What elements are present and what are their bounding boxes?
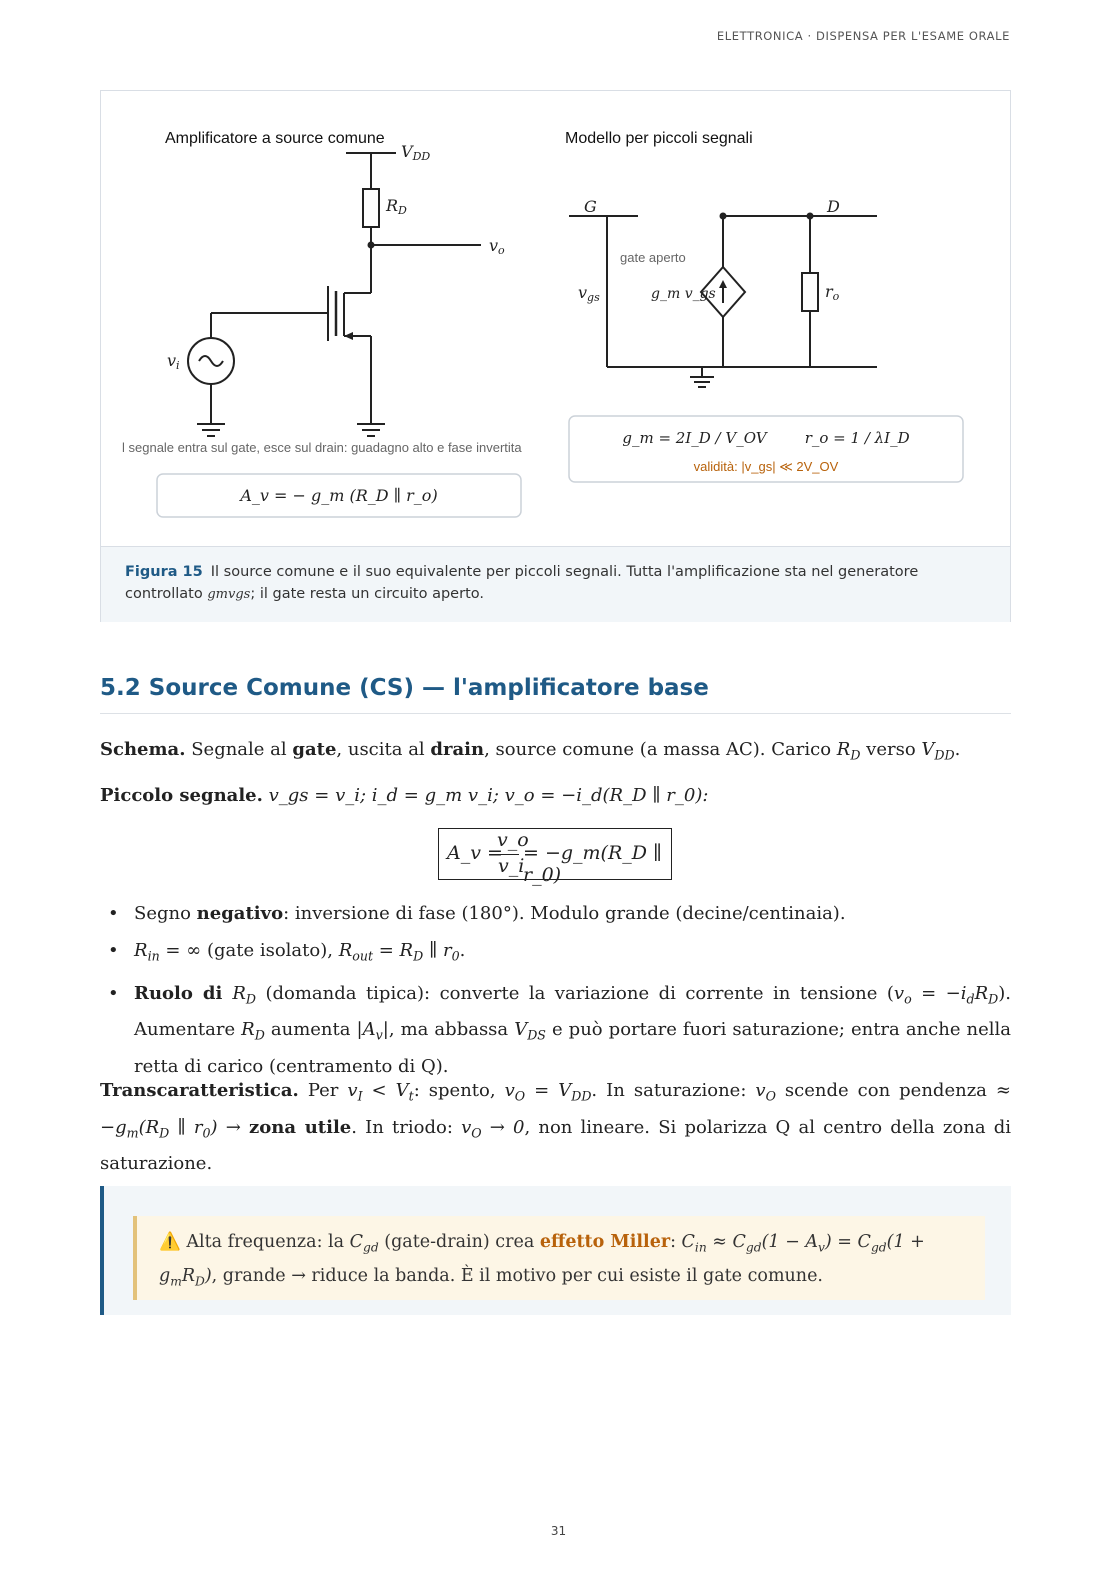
b3-t4: , ma abbassa bbox=[388, 1019, 515, 1041]
vdd-sub: DD bbox=[412, 150, 431, 163]
transc-t7: , non lineare. Si polarizza Q al centro della zona di saturazione. bbox=[100, 1116, 1011, 1175]
schema-t1: Segnale al bbox=[185, 739, 293, 760]
current-arrow-icon bbox=[719, 280, 727, 288]
list-item: • Ruolo di $R_D$ (domanda tipica): converte la variazione di corrente in tensione $(v_o = -i_dR_D)$. Aumentare $R_D$ aumenta $|A_v|$, ma abbassa $V_{DS}$ e può portare fuori saturazione; entra anche nella retta di carico (centramento di Q). bbox=[100, 978, 1011, 1082]
b3-t1: (domanda tipica): converte la variazione di corrente in tensione ( bbox=[256, 982, 894, 1004]
gain-den: v_i bbox=[498, 855, 525, 877]
gate-open-label: gate aperto bbox=[620, 250, 686, 265]
page-number: 31 bbox=[550, 1524, 567, 1538]
transc-t5: → bbox=[217, 1116, 250, 1138]
gm-vgs-label: g_m v_gs bbox=[651, 286, 716, 302]
note-t2: (gate-drain) crea bbox=[378, 1232, 540, 1252]
note-t1: Alta frequenza: la bbox=[180, 1232, 350, 1252]
ro-sub: o bbox=[832, 290, 840, 303]
b3-t5: e può portare fuori saturazione; entra anche nella retta di carico (centramento di Q). bbox=[134, 1019, 1011, 1077]
vi-sub: i bbox=[176, 359, 180, 372]
figure-caption bbox=[101, 546, 1010, 622]
transc-t6: . In triodo: bbox=[351, 1116, 462, 1138]
list-item bbox=[100, 898, 1011, 929]
piccolo-text: v_gs = v_i; i_d = g_m v_i; v_o = −i_d(R_D ∥ r_0): bbox=[262, 785, 709, 806]
schema-t4: verso bbox=[860, 739, 922, 760]
list-item: • $R_{in}$ = ∞ (gate isolato), $R_{out} = R_D$ ∥ $r_0$. bbox=[100, 935, 1011, 972]
transcaratteristica-paragraph: Transcaratteristica. Per $v_I < V_t$: spento, $v_O = V_{DD}$. In saturazione: $v_O$ scende con pendenza ≈ $-g_m(R_D$ ∥ $r_0$) → zona utile. In triodo: $v_O \to 0$, non lineare. Si polarizza Q al centro della zona di saturazione. bbox=[100, 1080, 1012, 1175]
transc-t2: : spento, bbox=[413, 1080, 505, 1101]
schema-t2: , uscita al bbox=[336, 739, 431, 760]
piccolo-lead: Piccolo segnale. bbox=[100, 785, 263, 806]
schema-paragraph: Schema. Segnale al gate, uscita al drain, source comune (a massa AC). Carico $R_D$ verso $V_{DD}$. bbox=[100, 739, 961, 763]
vdd-label: V bbox=[401, 142, 413, 161]
b1-bold: negativo bbox=[196, 903, 284, 924]
transc-t1: Per bbox=[298, 1080, 348, 1101]
schema-t5: . bbox=[954, 739, 961, 760]
callout-box bbox=[100, 1186, 1011, 1315]
transc-bold: zona utile bbox=[249, 1116, 352, 1138]
source-arrow bbox=[344, 332, 353, 340]
schema-b2: drain bbox=[430, 739, 485, 760]
transc-t4: scende con pendenza ≈ bbox=[775, 1080, 1012, 1101]
left-title: Amplificatore a source comune bbox=[165, 130, 385, 147]
gain-lhs: A_v = bbox=[447, 842, 503, 864]
b3-t3: aumenta bbox=[264, 1019, 357, 1041]
b1-t2: : inversione di fase (180°). Modulo grande (decine/centinaia). bbox=[283, 903, 846, 924]
left-formula: A_v = − g_m (R_D ∥ r_o) bbox=[240, 486, 438, 505]
vo-label: v bbox=[489, 236, 499, 255]
ro-resistor bbox=[802, 273, 818, 311]
caption-math: gmvgs bbox=[207, 587, 251, 602]
ro-label: r bbox=[825, 282, 833, 301]
svg-text:vi bbox=[167, 351, 180, 372]
svg-text:ro bbox=[825, 282, 840, 303]
svg-text:vo bbox=[489, 236, 505, 257]
schema-t3: , source comune (a massa AC). Carico bbox=[484, 739, 837, 760]
svg-text:VDD bbox=[401, 142, 430, 163]
bullet-list bbox=[100, 898, 1011, 1088]
b2-t: (gate isolato), bbox=[201, 940, 339, 961]
caption-label: Figura 15 bbox=[125, 564, 203, 580]
transc-t3: . In saturazione: bbox=[591, 1080, 756, 1101]
node-a bbox=[720, 213, 727, 220]
svg-text:vgs bbox=[578, 283, 600, 304]
warning-icon: ⚠️ bbox=[159, 1232, 181, 1252]
gain-rhs: = −g_m(R_D ∥ r_0) bbox=[523, 842, 662, 886]
note-highlight: effetto Miller bbox=[539, 1232, 671, 1252]
running-header: ELETTRONICA · DISPENSA PER L'ESAME ORALE bbox=[716, 29, 1010, 43]
circuit-diagram bbox=[101, 91, 1012, 546]
small-signal-model bbox=[569, 216, 877, 387]
b3-t2: ). Aumentare bbox=[134, 982, 1011, 1041]
g-label: G bbox=[584, 197, 597, 216]
rd-label: R bbox=[386, 196, 399, 215]
vi-label: v bbox=[167, 351, 177, 370]
vgs-label: v bbox=[578, 283, 588, 302]
note-t3: : bbox=[670, 1232, 682, 1252]
figure-15 bbox=[100, 90, 1011, 622]
schema-b1: gate bbox=[292, 739, 337, 760]
schema-lead: Schema. bbox=[100, 739, 186, 760]
b3-lead: Ruolo di bbox=[134, 982, 233, 1004]
right-title: Modello per piccoli segnali bbox=[565, 130, 753, 147]
piccolo-paragraph bbox=[100, 780, 1011, 811]
b1-t1: Segno bbox=[134, 903, 197, 924]
warning-note: ⚠️ Alta frequenza: la $C_{gd}$ (gate-drain) crea effetto Miller: $C_{in} \approx C_{gd}(1 - A_v) = C_{gd}(1 + g_mR_D)$, grande → riduce la banda. È il motivo per cui esiste il gate comune. bbox=[133, 1216, 985, 1300]
left-note: l segnale entra sul gate, esce sul drain: guadagno alto e fase invertita bbox=[122, 440, 522, 455]
caption-text-1: Il source comune e il suo equivalente per piccoli segnali. Tutta l'amplificazione sta nel generatore controllato bbox=[125, 564, 919, 602]
right-formula: g_m = 2I_D / V_OV r_o = 1 / λI_D bbox=[622, 429, 910, 447]
transc-lead: Transcaratteristica. bbox=[100, 1080, 299, 1101]
rd-resistor bbox=[363, 189, 379, 227]
section-heading: 5.2 Source Comune (CS) — l'amplificatore base bbox=[100, 675, 1011, 714]
rd-sub: D bbox=[398, 204, 407, 217]
gain-num: v_o bbox=[497, 829, 529, 851]
cs-amplifier-schematic bbox=[188, 153, 481, 436]
d-label: D bbox=[827, 197, 840, 216]
svg-text:RD bbox=[385, 196, 407, 217]
gain-formula-box bbox=[438, 828, 672, 886]
drain-node bbox=[368, 242, 375, 249]
vgs-sub: gs bbox=[587, 291, 600, 304]
node-b bbox=[807, 213, 814, 220]
validity-note: validità: |v_gs| ≪ 2V_OV bbox=[693, 459, 839, 474]
caption-text-2: ; il gate resta un circuito aperto. bbox=[250, 586, 484, 602]
vo-sub: o bbox=[498, 244, 505, 257]
note-t4: , grande → riduce la banda. È il motivo per cui esiste il gate comune. bbox=[211, 1265, 823, 1286]
